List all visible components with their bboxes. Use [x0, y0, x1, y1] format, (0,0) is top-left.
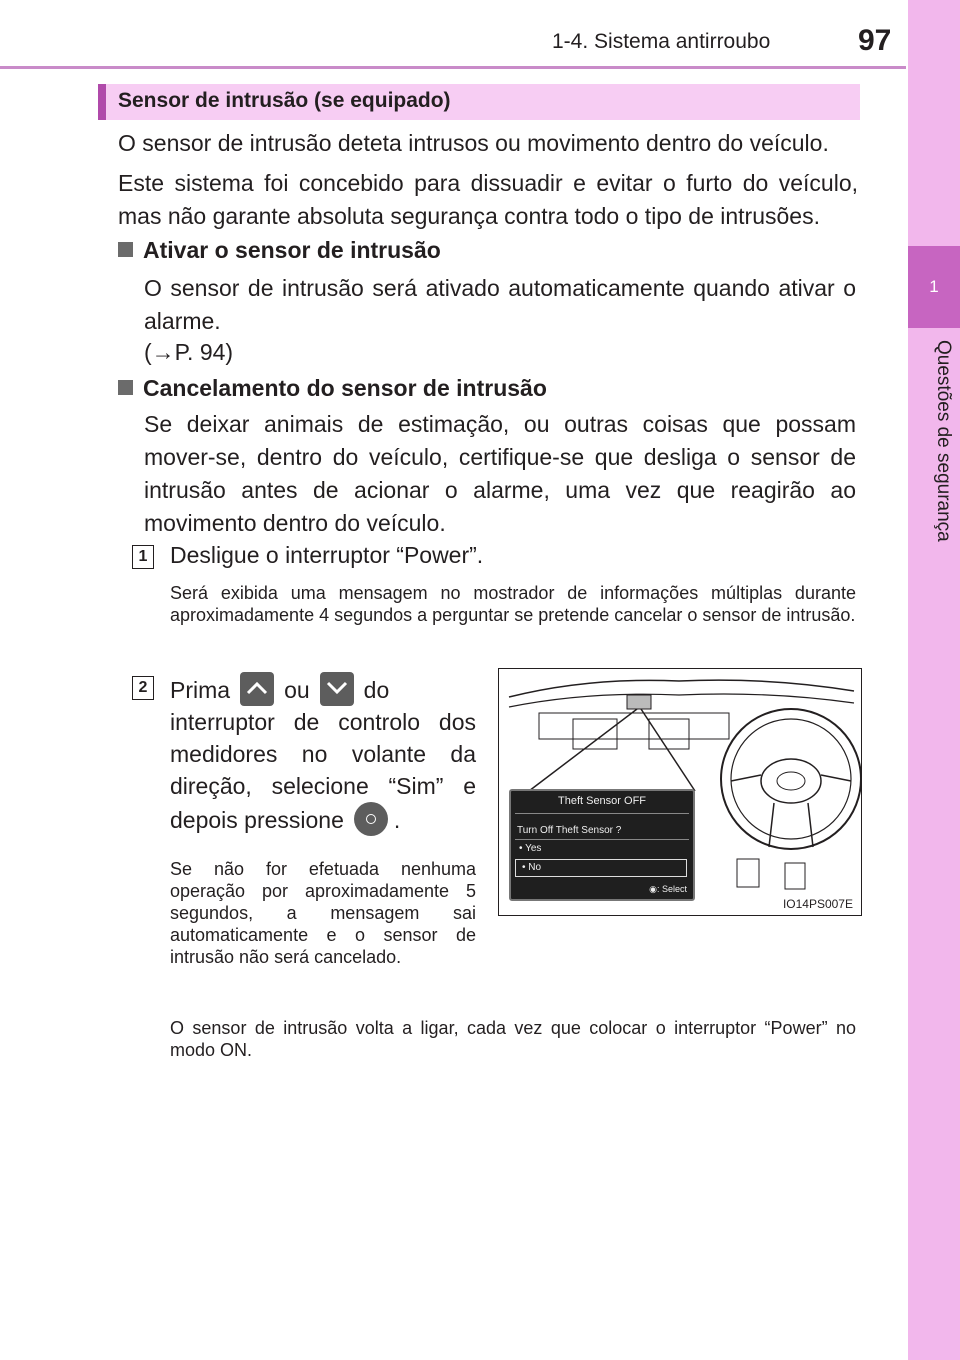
screen-option-yes: • Yes — [519, 843, 542, 854]
header-section-title: 1-4. Sistema antirroubo — [552, 30, 771, 53]
screen-select-hint — [649, 884, 687, 895]
header-divider — [0, 66, 906, 69]
activate-heading — [118, 237, 441, 264]
screen-option-no: • No — [515, 859, 687, 877]
final-note: O sensor de intrusão volta a ligar, cada vez que colocar o interruptor “Power” no modo ON. — [170, 1018, 856, 1060]
step-2-number: 2 — [132, 676, 154, 700]
ok-button-icon — [354, 802, 388, 836]
cancel-heading — [118, 375, 547, 402]
screen-title: Theft Sensor OFF — [557, 795, 647, 807]
step-2-text-prefix: Prima — [170, 677, 231, 703]
cancel-heading-text: Cancelamento do sensor de intrusão — [143, 375, 547, 401]
page-number: 97 — [858, 24, 892, 57]
chevron-up-button-icon — [240, 672, 274, 706]
step-1-note: Será exibida uma mensagem no mostrador de informações múltiplas durante aproximadamente 4 segundos a perguntar se pretende cancelar o sensor de intrusão. — [170, 583, 856, 625]
step-2-text — [170, 672, 476, 836]
step-1-number: 1 — [132, 545, 154, 569]
screen-question: Turn Off Theft Sensor ? — [517, 825, 622, 836]
chevron-down-button-icon — [320, 672, 354, 706]
intro-paragraph-1: O sensor de intrusão deteta intrusos ou movimento dentro do veículo. — [118, 130, 829, 156]
step-2-text-or: ou — [284, 677, 310, 703]
side-tab-bar — [908, 0, 960, 1360]
side-tab-chapter-number[interactable]: 1 — [908, 246, 960, 328]
step-2-text-suffix: do interruptor de controlo dos medidores no volante da direção, selecione “Sim” e depois pressione — [170, 677, 476, 833]
square-bullet-icon — [118, 380, 133, 395]
section-heading — [98, 84, 860, 120]
select-button-icon: ◉ — [649, 884, 657, 894]
activate-heading-text: Ativar o sensor de intrusão — [143, 237, 441, 263]
multi-information-display — [509, 789, 695, 901]
step-1-text: Desligue o interruptor “Power”. — [170, 542, 484, 568]
cancel-body: Se deixar animais de estimação, ou outras coisas que possam mover-se, dentro do veículo, certifique-se que desliga o sensor de intrusão antes de acionar o alarme, uma vez que reagirão ao movimento dentro do veículo. — [144, 411, 856, 536]
activate-body: O sensor de intrusão será ativado automaticamente quando ativar o alarme. — [144, 275, 856, 334]
square-bullet-icon — [118, 242, 133, 257]
step-2-text-end: . — [393, 807, 401, 833]
activate-page-reference[interactable]: (→P. 94) — [144, 339, 234, 365]
screen-divider — [515, 813, 689, 814]
image-code: IO14PS007E — [782, 897, 853, 911]
screen-divider — [515, 839, 689, 840]
screen-select-text: : Select — [656, 884, 687, 894]
intro-paragraph-2: Este sistema foi concebido para dissuadir e evitar o furto do veículo, mas não garante absoluta segurança contra todo o tipo de intrusões. — [118, 170, 858, 229]
side-tab-chapter-title: Questões de segurança — [933, 340, 954, 542]
section-heading-text: Sensor de intrusão (se equipado) — [118, 89, 451, 112]
step-2-note: Se não for efetuada nenhuma operação por aproximadamente 5 segundos, a mensagem sai automaticamente e o sensor de intrusão não será cancelado. — [170, 859, 476, 967]
dashboard-illustration — [498, 668, 862, 916]
